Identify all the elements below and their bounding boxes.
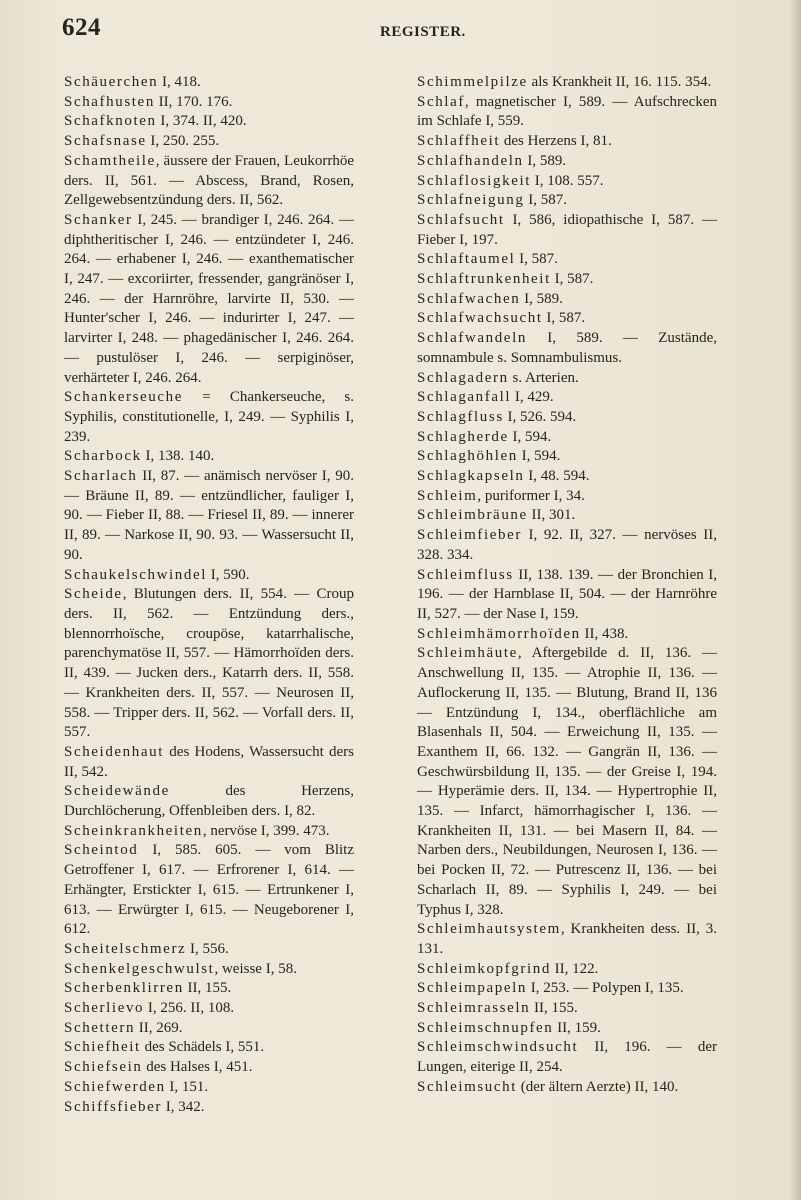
index-references: , magnetischer I, 589. — Aufschrecken im Schlafe I, 559. — [417, 93, 717, 130]
index-entry — [417, 1019, 717, 1039]
index-keyword: Schleimhäute — [417, 645, 518, 662]
index-references: , puriformer I, 34. — [477, 487, 585, 504]
index-entry — [417, 467, 717, 487]
index-references: des Hodens, Wassersucht ders II, 542. — [64, 743, 354, 780]
index-keyword: Schafknoten — [64, 113, 157, 130]
index-keyword: Schlagfluss — [417, 408, 504, 425]
index-keyword: Schleimschnupfen — [417, 1019, 554, 1036]
index-keyword: Schlafhandeln — [417, 152, 524, 169]
index-references: , nervöse I, 399. 473. — [202, 822, 330, 839]
index-keyword: Schleimkopfgrind — [417, 960, 551, 977]
index-entry — [417, 625, 717, 645]
index-references: I, 48. 594. — [524, 468, 590, 485]
index-keyword: Schiffsfieber — [64, 1098, 162, 1115]
index-entry — [417, 566, 717, 625]
index-references: = Chankerseuche, s. Syphilis, constitutionelle, I, 249. — Syphilis I, 239. — [64, 389, 354, 445]
index-entry — [417, 211, 717, 250]
index-keyword: Schiefsein — [64, 1059, 143, 1076]
index-references: I, 586, idiopathische I, 587. — Fieber I, 197. — [417, 211, 717, 248]
index-references: II, 159. — [553, 1019, 601, 1036]
index-entry — [64, 93, 354, 113]
index-entry — [417, 388, 717, 408]
index-entry — [417, 132, 717, 152]
index-entry — [417, 644, 717, 920]
index-keyword: Schlafsucht — [417, 211, 505, 228]
index-keyword: Schettern — [64, 1019, 136, 1036]
index-keyword: Scheintod — [64, 842, 139, 859]
index-entry — [64, 566, 354, 586]
index-keyword: Schimmelpilze — [417, 74, 528, 90]
index-references: I, 108. 557. — [531, 172, 604, 189]
running-head: REGISTER. — [380, 24, 466, 40]
index-keyword: Scheidenhaut — [64, 743, 165, 760]
index-entry — [417, 172, 717, 192]
index-keyword: Schleimfieber — [417, 527, 522, 544]
page-edge-shadow — [789, 0, 801, 1200]
index-references: I, 587. — [550, 271, 594, 288]
index-references: , Blutungen ders. II, 554. — Croup ders. II, 562. — Entzündung ders., blennorrhoïsche, croupöse, katarrhalische, parenchymatöse II, 557. — Hämorrhoïden ders. II, 439. — Jucken ders., Katarrh ders. II, 558. — Krankheiten ders. II, 557. — Neurosen II, 558. — Tripper ders. II, 562. — Vorfall ders. II, 557. — [64, 586, 354, 741]
index-entry — [417, 999, 717, 1019]
index-references: II, 269. — [135, 1019, 183, 1036]
index-entry — [64, 743, 354, 782]
index-keyword: Schlafneigung — [417, 192, 525, 209]
index-keyword: Schlaftaumel — [417, 251, 516, 268]
index-entry — [64, 979, 354, 999]
index-keyword: Schlagherde — [417, 428, 509, 445]
index-keyword: Scherlievo — [64, 1000, 145, 1017]
index-entry — [64, 960, 354, 980]
index-keyword: Scheitelschmerz — [64, 940, 187, 957]
index-entry — [64, 782, 354, 821]
index-keyword: Schankerseuche — [64, 389, 184, 406]
index-references: II, 155. — [183, 980, 232, 997]
index-entry — [417, 93, 717, 132]
index-entry — [64, 999, 354, 1019]
index-references: II, 87. — anämisch nervöser I, 90. — Bräune II, 89. — entzündlicher, fauliger I, 90. — Fieber II, 88. — Friesel II, 89. — innerer II, 89. — Narkose II, 90. 93. — Wassersucht II, 90. — [64, 468, 354, 563]
index-keyword: Schleim — [417, 487, 478, 504]
index-keyword: Schleimsucht — [417, 1078, 518, 1095]
index-references: I, 253. — Polypen I, 135. — [526, 980, 684, 997]
index-entry — [417, 152, 717, 172]
index-entry — [64, 1058, 354, 1078]
index-references: als Krankheit II, 16. 115. 354. — [527, 74, 712, 90]
index-references: I, 429. — [511, 389, 554, 406]
index-entry — [417, 73, 717, 93]
index-references: II, 138. 139. — der Bronchien I, 196. — der Harnblase II, 504. — der Harnröhre II, 527. — der Nase I, 159. — [417, 566, 717, 622]
index-keyword: Schlafwachen — [417, 290, 521, 307]
index-references: I, 594. — [517, 448, 561, 465]
index-entry — [64, 1098, 354, 1118]
index-entry — [64, 112, 354, 132]
index-keyword: Schenkelgeschwulst — [64, 960, 215, 977]
index-keyword: Schlaftrunkenheit — [417, 271, 551, 288]
index-references: II, 170. 176. — [154, 93, 233, 110]
index-entry — [417, 979, 717, 999]
index-keyword: Schiefwerden — [64, 1078, 166, 1095]
index-references: des Herzens I, 81. — [500, 133, 612, 150]
index-references: I, 138. 140. — [141, 448, 215, 465]
index-references: II, 122. — [550, 960, 599, 977]
index-keyword: Scheinkrankheiten — [64, 822, 203, 839]
index-references: I, 589. — [523, 152, 567, 169]
index-references: I, 587. — [542, 310, 586, 327]
index-keyword: Schafsnase — [64, 133, 147, 150]
index-keyword: Scherbenklirren — [64, 980, 184, 997]
index-references: I, 256. II, 108. — [144, 1000, 235, 1017]
index-keyword: Schlaf — [417, 93, 465, 110]
index-entry — [417, 191, 717, 211]
index-references: I, 342. — [162, 1098, 205, 1115]
index-keyword: Schleimrasseln — [417, 1000, 531, 1017]
index-keyword: Schlaffheit — [417, 133, 501, 150]
index-entry — [417, 1038, 717, 1077]
index-references: I, 587. — [515, 251, 558, 268]
index-references: , weisse I, 58. — [214, 960, 297, 977]
index-entry — [417, 526, 717, 565]
index-entry — [64, 211, 354, 388]
index-column-right — [417, 73, 717, 1098]
index-entry — [417, 408, 717, 428]
index-entry — [64, 940, 354, 960]
index-keyword: Scharbock — [64, 448, 142, 465]
index-keyword: Schlagkapseln — [417, 468, 525, 485]
index-references: II, 301. — [527, 507, 576, 524]
index-keyword: Schleimschwindsucht — [417, 1039, 579, 1056]
index-entry — [417, 960, 717, 980]
index-column-left — [64, 73, 354, 1117]
index-keyword: Schlagadern — [417, 369, 509, 386]
index-references: II, 196. — der Lungen, eiterige II, 254. — [417, 1039, 717, 1076]
index-references: I, 585. 605. — vom Blitz Getroffener I, 617. — Erfrorener I, 614. — Erhängter, Erstickter I, 615. — Ertrunkener I, 613. — Erwürgter I, 615. — Neugeborener I, 612. — [64, 842, 354, 938]
index-references: (der ältern Aerzte) II, 140. — [517, 1078, 679, 1095]
index-entry — [417, 428, 717, 448]
index-entry — [64, 841, 354, 940]
index-keyword: Schleimfluss — [417, 566, 514, 583]
index-references: , Krankheiten dess. II, 3. 131. — [417, 921, 717, 957]
index-entry — [64, 388, 354, 447]
index-keyword: Schlaflosigkeit — [417, 172, 531, 189]
index-entry — [417, 309, 717, 329]
index-references: II, 438. — [580, 625, 629, 642]
index-keyword: Schanker — [64, 211, 133, 228]
index-references: II, 155. — [530, 1000, 578, 1017]
index-references: I, 526. 594. — [503, 408, 577, 425]
index-references: des Halses I, 451. — [142, 1059, 253, 1076]
index-entry — [64, 1038, 354, 1058]
index-references: I, 590. — [207, 566, 250, 583]
index-references: I, 556. — [186, 940, 229, 957]
index-keyword: Schleimhämorrhoïden — [417, 625, 581, 642]
index-references: I, 594. — [508, 428, 552, 445]
index-keyword: Schleimhautsystem — [417, 921, 561, 938]
index-entry — [64, 73, 354, 93]
index-references: des Schädels I, 551. — [140, 1039, 265, 1056]
index-references: I, 589. — [520, 290, 563, 307]
index-entry — [417, 920, 717, 959]
index-entry — [417, 290, 717, 310]
index-entry — [64, 822, 354, 842]
index-references: , Aftergebilde d. II, 136. — Anschwellung II, 135. — Atrophie II, 136. — Auflockerung II, 135. — Blutung, Brand II, 136 — Entzündung I, 134., oberflächliche am Blasenhals II, 504. — Erweichung II, 135. — Exanthem II, 66. 132. — Gangrän II, 136. — Geschwürsbildung II, 135. — der Greise I, 194. — Hyperämie ders. II, 134. — Hypertrophie II, 135. — Infarct, hämorrhagischer I, 136. — Krankheiten II, 131. — bei Masern II, 84. — Narben ders., Neubildungen, Neurosen I, 136. — bei Pocken II, 72. — Putrescenz II, 136. — bei Scharlach II, 89. — Syphilis I, 249. — bei Typhus I, 328. — [417, 645, 717, 918]
index-references: , äussere der Frauen, Leukorrhöe ders. II, 561. — Abscess, Brand, Rosen, Zellgewebsentzündung ders. II, 562. — [64, 152, 354, 209]
index-entry — [64, 132, 354, 152]
page-number: 624 — [62, 14, 101, 41]
index-keyword: Schleimpapeln — [417, 980, 527, 997]
index-references: des Herzens, Durchlöcherung, Offenbleiben ders. I, 82. — [64, 783, 354, 820]
index-entry — [417, 369, 717, 389]
index-keyword: Schlaghöhlen — [417, 448, 518, 465]
index-references: I, 92. II, 327. — nervöses II, 328. 334. — [417, 527, 717, 563]
index-keyword: Scheidewände — [64, 783, 170, 800]
index-references: I, 374. II, 420. — [156, 113, 247, 130]
index-entry — [417, 506, 717, 526]
index-entry — [64, 447, 354, 467]
index-references: s. Arterien. — [508, 369, 579, 386]
index-entry — [417, 270, 717, 290]
index-keyword: Schlafwandeln — [417, 330, 527, 347]
index-entry — [64, 585, 354, 743]
index-entry — [64, 152, 354, 211]
index-references: I, 587. — [524, 192, 567, 209]
index-references: I, 245. — brandiger I, 246. 264. — diphtheritischer I, 246. — entzündeter I, 246. 264. — erhabener I, 246. — exanthematischer I, 247. — excoriirter, fressender, gangränöser I, 246. — der Harnröhre, larvirte II, 530. — Hunter'scher I, 246. — indurirter I, 247. — larvirter I, 248. — phagedänischer I, 246. 264. — pustulöser I, 246. — serpiginöser, verhärteter I, 246. 264. — [64, 211, 354, 386]
index-entry — [417, 487, 717, 507]
index-keyword: Schäuerchen — [64, 74, 159, 90]
index-keyword: Scharlach — [64, 468, 138, 485]
index-keyword: Schafhusten — [64, 93, 155, 110]
index-keyword: Schlaganfall — [417, 389, 512, 406]
index-entry — [64, 1019, 354, 1039]
index-entry — [417, 1078, 717, 1098]
index-keyword: Schlafwachsucht — [417, 310, 543, 327]
index-entry — [417, 447, 717, 467]
index-entry — [64, 1078, 354, 1098]
index-entry — [417, 329, 717, 368]
index-references: I, 250. 255. — [146, 133, 220, 150]
index-keyword: Schamtheile — [64, 152, 156, 169]
index-entry — [64, 467, 354, 566]
index-keyword: Schaukelschwindel — [64, 566, 208, 583]
index-keyword: Scheide — [64, 586, 123, 603]
index-entry — [417, 250, 717, 270]
index-keyword: Schiefheit — [64, 1039, 141, 1056]
index-references: I, 418. — [158, 74, 201, 90]
index-references: I, 151. — [165, 1078, 209, 1095]
index-keyword: Schleimbräune — [417, 507, 528, 524]
index-references: I, 589. — Zustände, somnambule s. Somnambulismus. — [417, 330, 717, 366]
